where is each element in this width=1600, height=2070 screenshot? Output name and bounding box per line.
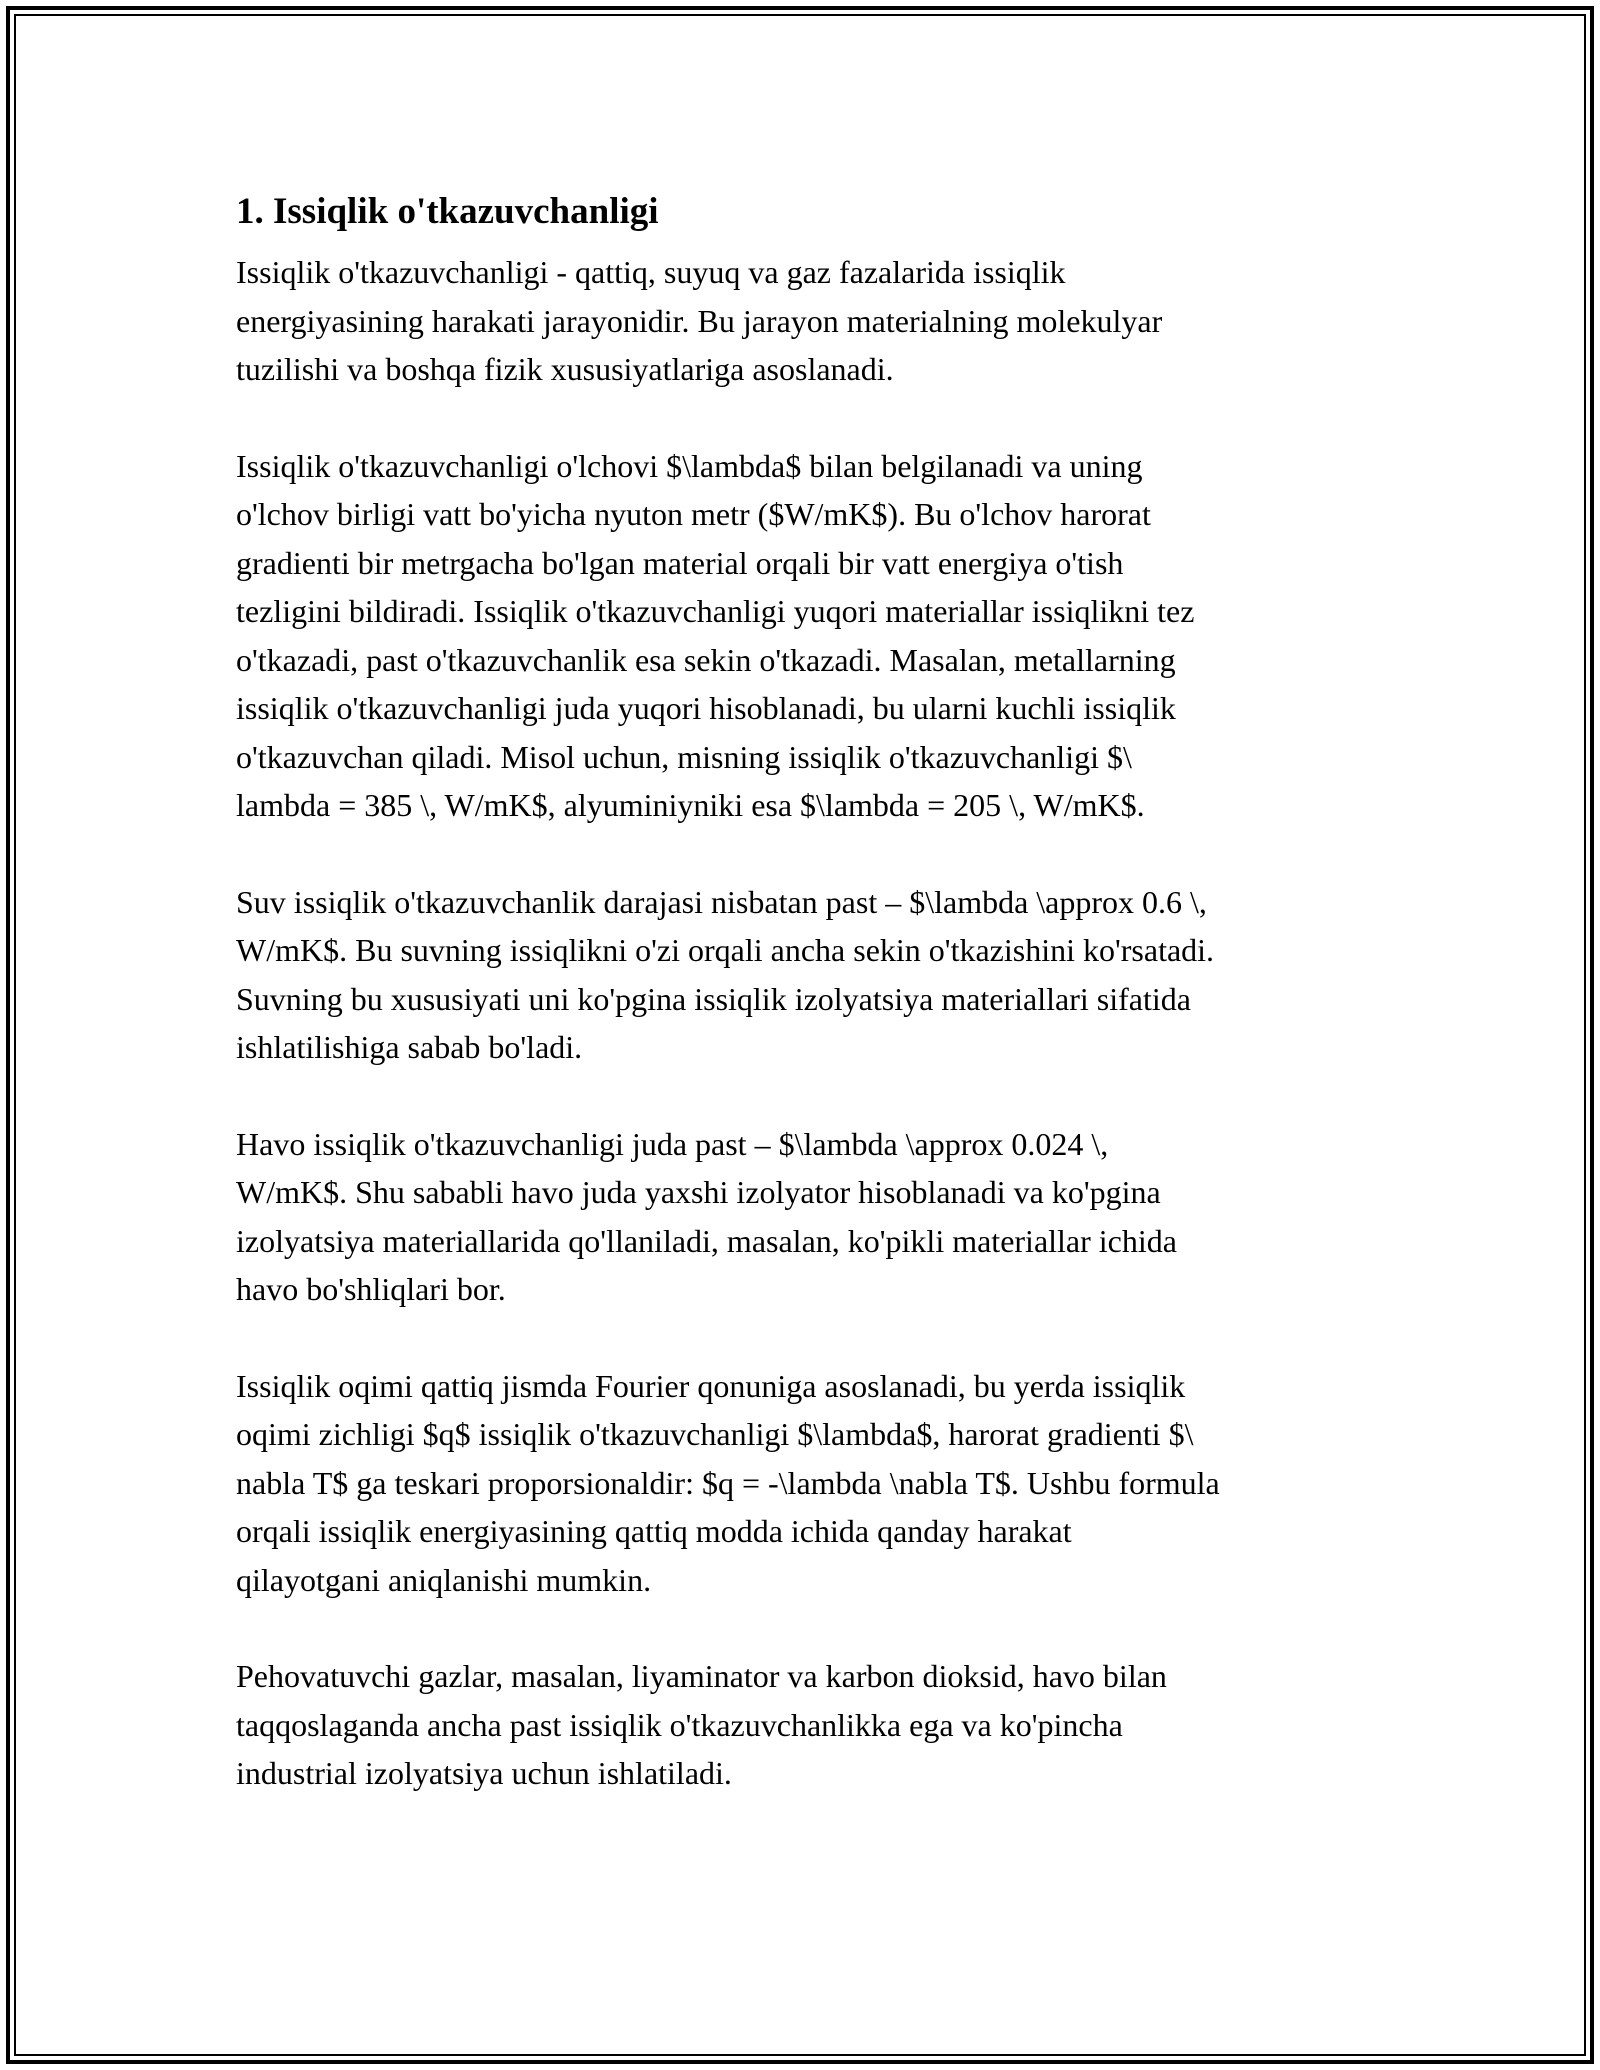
document-page	[236, 184, 1386, 1798]
text-line: taqqoslaganda ancha past issiqlik o'tkazuvchanlikka ega va ko'pincha	[236, 1706, 1123, 1743]
section-heading: 1. Issiqlik o'tkazuvchanligi	[236, 191, 659, 232]
text-line: lambda = 385 \, W/mK$, alyuminiyniki esa $\lambda = 205 \, W/mK$.	[236, 787, 1145, 823]
text-line: nabla T$ ga teskari proporsionaldir: $q = -\lambda \nabla T$. Ushbu formula	[236, 1464, 1220, 1501]
text-line: issiqlik o'tkazuvchanligi juda yuqori hisoblanadi, bu ularni kuchli issiqlik	[236, 690, 1176, 726]
text-line: industrial izolyatsiya uchun ishlatiladi.	[236, 1755, 732, 1791]
text-line: oqimi zichligi $q$ issiqlik o'tkazuvchanligi $\lambda$, harorat gradienti $\	[236, 1416, 1194, 1452]
text-line: o'tkazuvchan qiladi. Misol uchun, misning issiqlik o'tkazuvchanligi $\	[236, 738, 1132, 775]
text-line: W/mK$. Shu sababli havo juda yaxshi izolyator hisoblanadi va ko'pgina	[236, 1174, 1161, 1210]
text-line: Suv issiqlik o'tkazuvchanlik darajasi nisbatan past – $\lambda \approx 0.6 \,	[236, 883, 1207, 920]
text-line: o'lchov birligi vatt bo'yicha nyuton metr ($W/mK$). Bu o'lchov harorat	[236, 496, 1151, 532]
text-line: Issiqlik oqimi qattiq jismda Fourier qonuniga asoslanadi, bu yerda issiqlik	[236, 1367, 1186, 1404]
document-body	[236, 248, 1386, 1798]
text-line: Suvning bu xususiyati uni ko'pgina issiqlik izolyatsiya materiallari sifatida	[236, 980, 1191, 1017]
paragraph	[236, 442, 1386, 830]
text-line: Issiqlik o'tkazuvchanligi - qattiq, suyuq va gaz fazalarida issiqlik	[236, 254, 1066, 290]
text-line: Pehovatuvchi gazlar, masalan, liyaminator va karbon dioksid, havo bilan	[236, 1658, 1167, 1694]
paragraph	[236, 1652, 1386, 1798]
text-line: gradienti bir metrgacha bo'lgan material orqali bir vatt energiya o'tish	[236, 544, 1124, 581]
paragraph	[236, 248, 1386, 394]
text-line: orqali issiqlik energiyasining qattiq modda ichida qanday harakat	[236, 1513, 1072, 1549]
paragraph	[236, 878, 1386, 1072]
text-line: Issiqlik o'tkazuvchanligi o'lchovi $\lambda$ bilan belgilanadi va uning	[236, 447, 1143, 484]
text-line: qilayotgani aniqlanishi mumkin.	[236, 1561, 652, 1598]
text-line: o'tkazadi, past o'tkazuvchanlik esa sekin o'tkazadi. Masalan, metallarning	[236, 641, 1176, 678]
paragraph	[236, 1362, 1386, 1605]
text-line: Havo issiqlik o'tkazuvchanligi juda past – $\lambda \approx 0.024 \,	[236, 1125, 1109, 1162]
text-line: W/mK$. Bu suvning issiqlikni o'zi orqali ancha sekin o'tkazishini ko'rsatadi.	[236, 932, 1215, 968]
text-line: ishlatilishiga sabab bo'ladi.	[236, 1029, 583, 1065]
text-line: izolyatsiya materiallarida qo'llaniladi, masalan, ko'pikli materiallar ichida	[236, 1222, 1177, 1259]
text-line: tuzilishi va boshqa fizik xususiyatlariga asoslanadi.	[236, 351, 894, 387]
text-line: energiyasining harakati jarayonidir. Bu jarayon materialning molekulyar	[236, 302, 1163, 339]
text-line: tezligini bildiradi. Issiqlik o'tkazuvchanligi yuqori materiallar issiqlikni tez	[236, 593, 1195, 629]
text-line: havo bo'shliqlari bor.	[236, 1271, 506, 1307]
paragraph	[236, 1120, 1386, 1314]
